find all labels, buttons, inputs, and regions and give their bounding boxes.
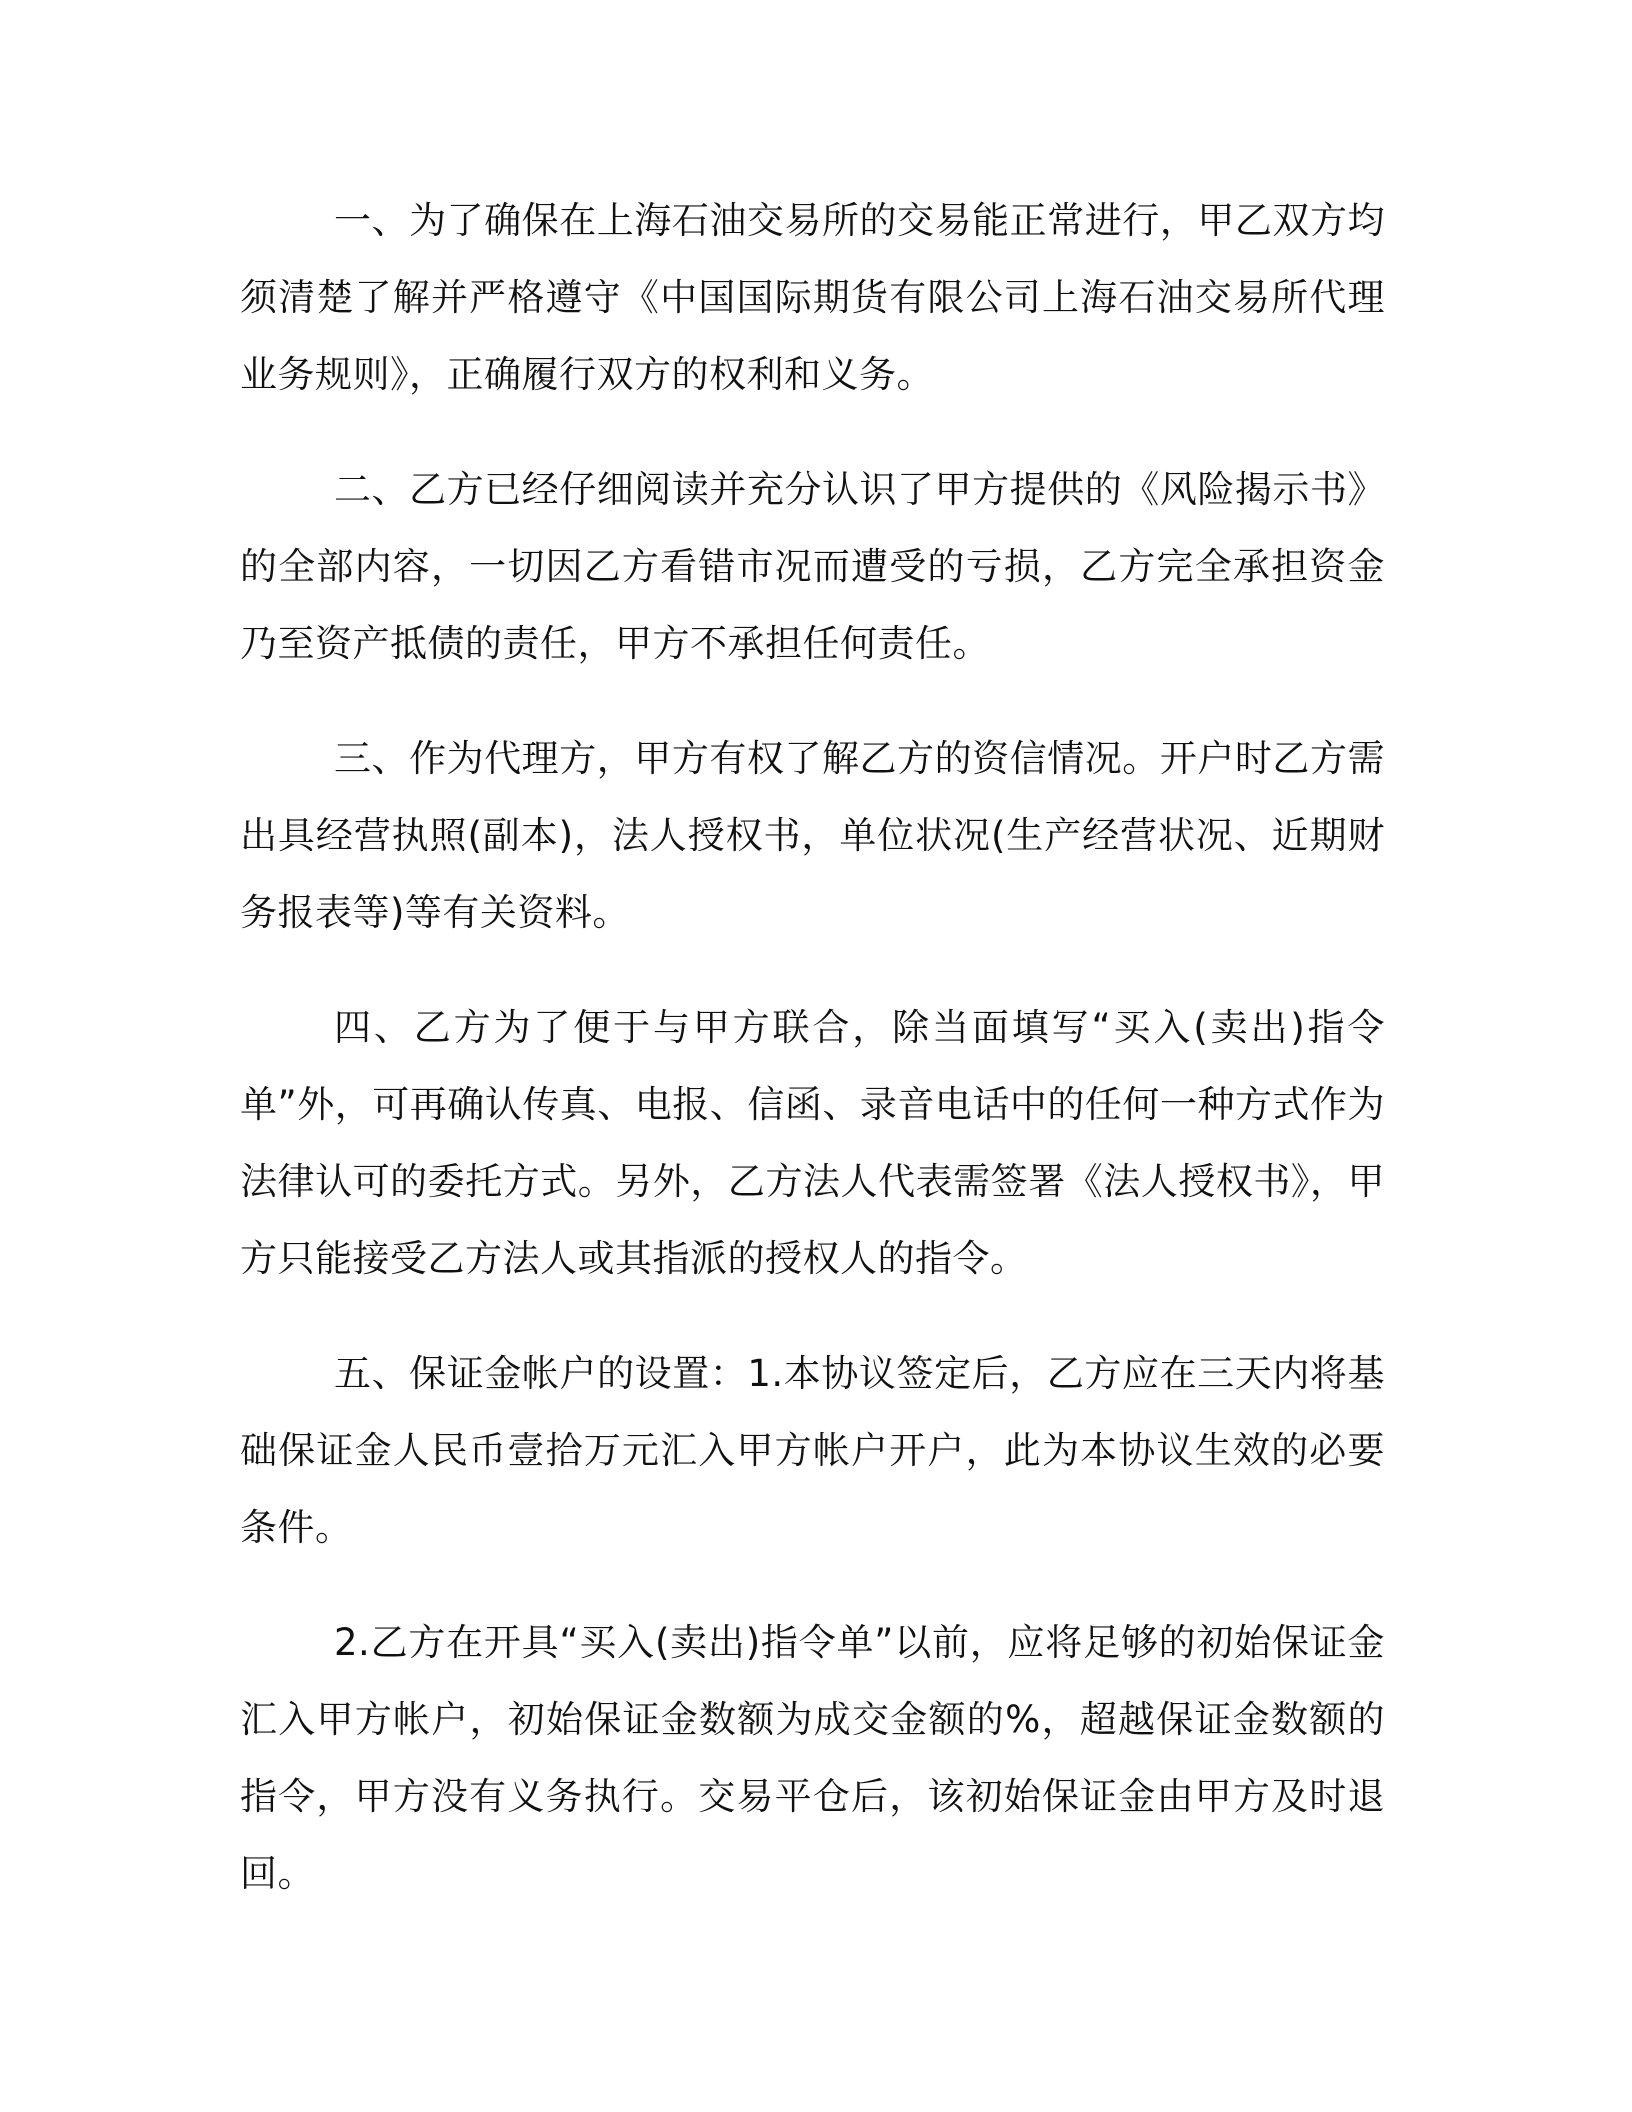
paragraph-2-risk-disclosure: 二、乙方已经仔细阅读并充分认识了甲方提供的《风险揭示书》的全部内容，一切因乙方看错市况而遭受的亏损，乙方完全承担资金乃至资产抵债的责任，甲方不承担任何责任。 xyxy=(240,468,1385,665)
paragraph-5-margin-account: 五、保证金帐户的设置：1.本协议签定后，乙方应在三天内将基础保证金人民币壹拾万元汇入甲方帐户开户，此为本协议生效的必要条件。 xyxy=(240,1352,1385,1549)
document-body xyxy=(240,182,1385,1912)
paragraph-4-order-methods: 四、乙方为了便于与甲方联合，除当面填写“买入(卖出)指令单”外，可再确认传真、电报、信函、录音电话中的任何一种方式作为法律认可的委托方式。另外，乙方法人代表需签署《法人授权书》，甲方只能接受乙方法人或其指派的授权人的指令。 xyxy=(240,1006,1385,1280)
paragraph-3-credit-check: 三、作为代理方，甲方有权了解乙方的资信情况。开户时乙方需出具经营执照(副本)，法人授权书，单位状况(生产经营状况、近期财务报表等)等有关资料。 xyxy=(240,737,1385,934)
paragraph-1-trading-rules: 一、为了确保在上海石油交易所的交易能正常进行，甲乙双方均须清楚了解并严格遵守《中国国际期货有限公司上海石油交易所代理业务规则》，正确履行双方的权利和义务。 xyxy=(240,199,1385,396)
paragraph-6-initial-margin: 2.乙方在开具“买入(卖出)指令单”以前，应将足够的初始保证金汇入甲方帐户，初始保证金数额为成交金额的%，超越保证金数额的指令，甲方没有义务执行。交易平仓后，该初始保证金由甲方及时退回。 xyxy=(240,1621,1385,1895)
